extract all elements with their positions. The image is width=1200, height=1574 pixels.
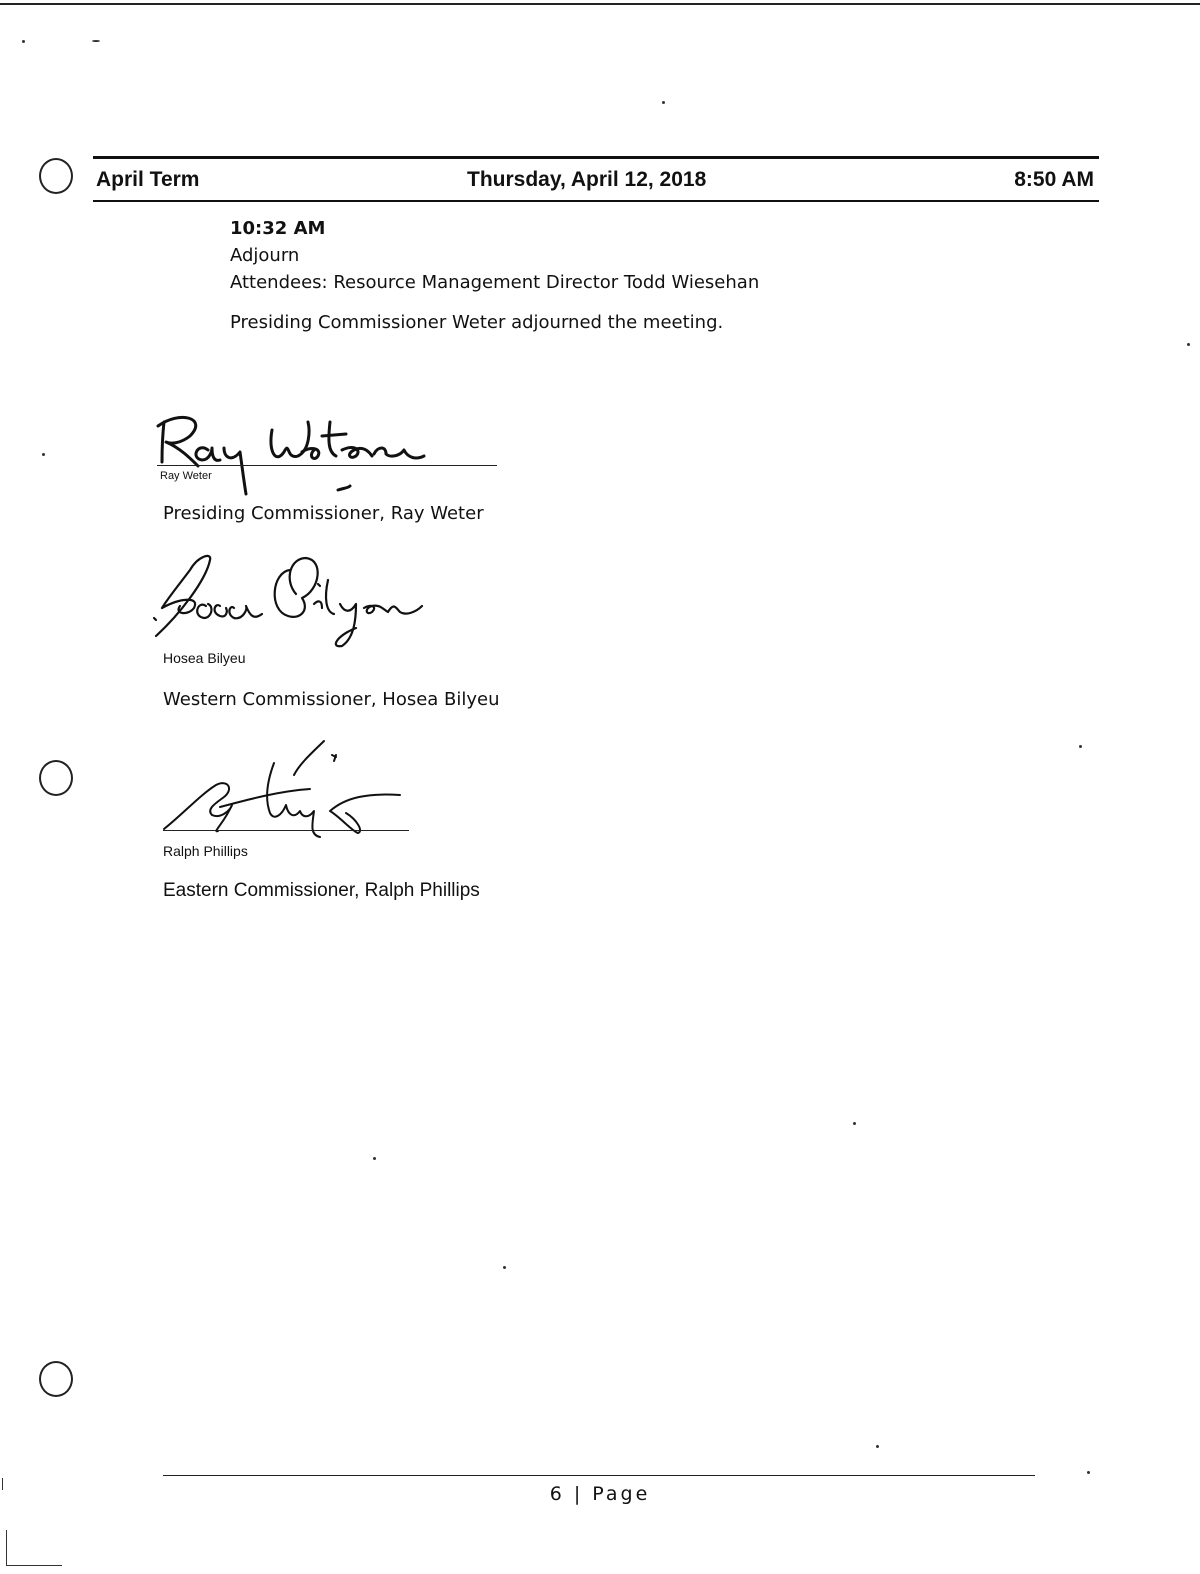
signature-line-1 xyxy=(157,465,497,466)
title-2: Western Commissioner, Hosea Bilyeu xyxy=(163,689,500,710)
header-term: April Term xyxy=(96,168,200,191)
signature-hosea-bilyeu xyxy=(150,550,450,650)
signature-ralph-phillips xyxy=(160,735,420,845)
scan-speck xyxy=(1087,1471,1090,1474)
entry-note: Presiding Commissioner Weter adjourned the meeting. xyxy=(230,312,724,333)
scan-mark xyxy=(2,1478,3,1490)
scan-corner-mark xyxy=(6,1530,7,1566)
scan-speck xyxy=(373,1157,376,1160)
header-date: Thursday, April 12, 2018 xyxy=(467,168,707,191)
scan-corner-mark xyxy=(6,1565,62,1566)
entry-attendees: Attendees: Resource Management Director Todd Wiesehan xyxy=(230,272,760,293)
entry-time: 10:32 AM xyxy=(230,218,326,239)
scan-speck xyxy=(1079,745,1082,748)
printed-name-3: Ralph Phillips xyxy=(163,843,248,859)
title-3: Eastern Commissioner, Ralph Phillips xyxy=(163,880,480,901)
header-rule-bottom xyxy=(93,200,1099,202)
printed-name-2: Hosea Bilyeu xyxy=(163,650,246,666)
punch-hole-bottom xyxy=(39,1361,73,1397)
scan-speck xyxy=(92,40,100,42)
scan-speck xyxy=(1187,343,1190,346)
top-edge-line xyxy=(0,3,1200,5)
scan-speck xyxy=(22,40,25,43)
scan-speck xyxy=(503,1266,506,1269)
scan-speck xyxy=(853,1122,856,1125)
header-rule-top xyxy=(93,156,1099,159)
scan-speck xyxy=(42,453,45,456)
punch-hole-top xyxy=(39,158,73,194)
scan-speck xyxy=(662,101,665,104)
signature-ray-weter xyxy=(150,400,450,500)
header-time: 8:50 AM xyxy=(1014,168,1094,191)
printed-name-1: Ray Weter xyxy=(160,470,212,482)
punch-hole-middle xyxy=(39,760,73,796)
footer-rule xyxy=(163,1475,1035,1476)
entry-item: Adjourn xyxy=(230,245,300,266)
title-1: Presiding Commissioner, Ray Weter xyxy=(163,503,484,524)
scan-speck xyxy=(876,1445,879,1448)
signature-line-3 xyxy=(163,830,409,831)
page-number: 6 | Page xyxy=(549,1483,651,1505)
